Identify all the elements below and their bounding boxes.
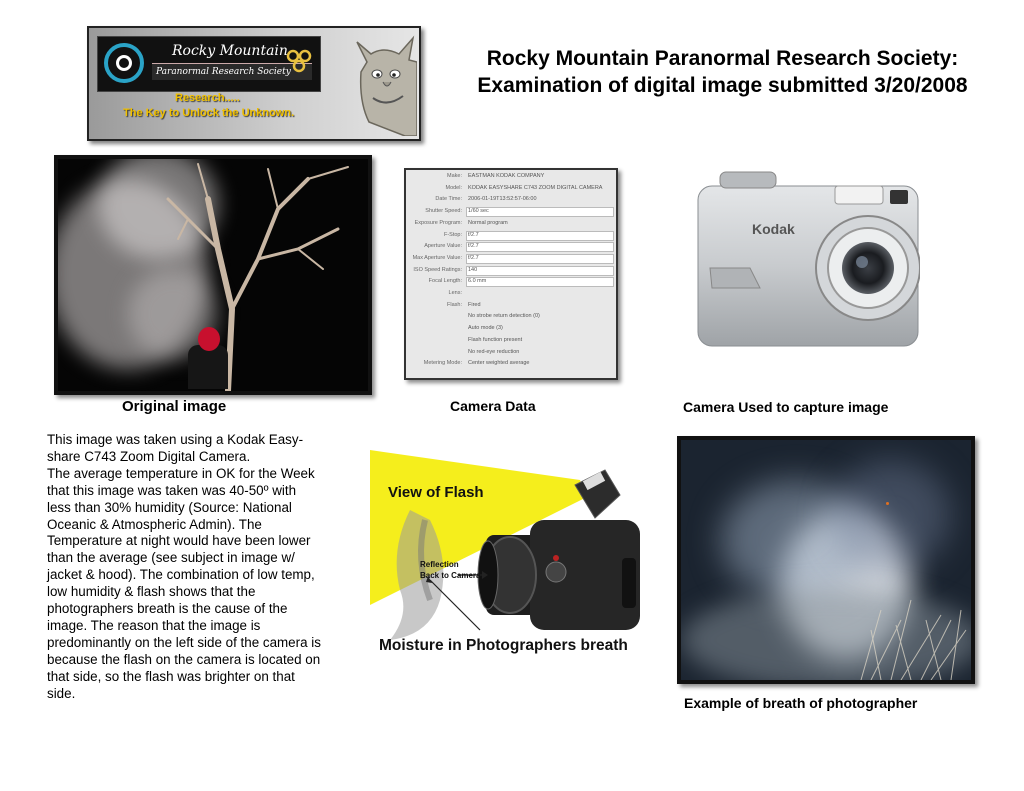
logo-tagline1: Research..... [175,92,240,104]
camera-data-row [406,185,612,196]
camera-data-row [406,360,612,371]
caption-camera-used: Camera Used to capture image [683,399,889,415]
camera-data-value: 2006-01-19T13:52:57-06:00 [468,196,537,203]
camera-data-value: Center weighted average [468,360,530,367]
caption-original-image: Original image [122,398,227,415]
camera-data-field-box [466,277,614,287]
camera-data-row [406,302,612,313]
camera-data-label: Flash: [447,301,462,308]
camera-data-row [406,313,612,324]
description-line: The average temperature in OK for the Week [47,465,315,481]
title-line2: Examination of digital image submitted 3/20/2008 [477,74,968,97]
camera-data-value: f/2.7 [468,243,479,250]
description-line: that this image was taken was 40-50º with [47,482,297,498]
camera-data-row [406,278,612,289]
logo-panel [97,36,321,92]
camera-data-value: 6.0 mm [468,278,487,285]
logo-line2: Paranormal Research Society [156,67,291,77]
society-logo-banner [87,26,421,141]
description-line: This image was taken using a Kodak Easy- [47,432,304,447]
camera-data-label: Shutter Speed: [425,208,462,215]
view-of-flash-label: View of Flash [388,484,484,501]
camera-data-row [406,208,612,219]
camera-data-row [406,220,612,231]
camera-data-label: ISO Speed Ratings: [413,266,462,273]
camera-data-row [406,290,612,301]
original-image [54,155,372,395]
camera-data-row [406,337,612,348]
camera-data-value: Normal program [468,219,508,226]
flash-diagram [370,440,660,665]
camera-data-panel [404,168,618,380]
subject-figure [188,345,228,389]
camera-data-value: 140 [468,266,478,273]
camera-data-label: Metering Mode: [423,360,462,367]
camera-data-value: f/2.7 [468,254,479,261]
camera-data-field-box [466,254,614,264]
grass-icon [851,590,971,680]
description-paragraph [47,432,369,703]
camera-data-field-box [466,231,614,241]
camera-data-value: f/2.7 [468,231,479,238]
camera-data-value: No red-eye reduction [468,348,520,355]
logo-emblem-icon [104,43,144,83]
camera-data-row [406,255,612,266]
gargoyle-mascot-icon [347,32,417,136]
kodak-camera-image [690,168,920,353]
camera-data-label: Max Aperture Value: [412,254,462,261]
logo-tagline2: The Key to Unlock the Unknown. [123,107,295,119]
camera-data-value: No strobe return detection (0) [468,313,540,320]
camera-data-row [406,243,612,254]
camera-data-field-box [466,266,614,276]
caption-breath-example: Example of breath of photographer [684,695,918,711]
description-line: predominantly on the left side of the camera is [47,634,321,650]
page-title [440,45,1005,99]
camera-data-label: Date Time: [435,196,462,203]
description-line: Oceanic & Atmospheric Admin). The [47,516,262,532]
camera-data-label: Lens: [448,290,462,296]
description-line: because the flash on the camera is located on [47,651,321,667]
camera-data-row [406,267,612,278]
description-line: less than 30% humidity (Source: National [47,499,292,515]
description-line: side. [47,685,76,701]
caption-camera-data: Camera Data [450,398,536,414]
camera-data-label: Make: [447,173,462,179]
camera-data-row [406,325,612,336]
camera-data-label: Focal Length: [428,278,462,285]
reflection-label-line1: Reflection [420,560,459,569]
camera-data-label: Aperture Value: [424,243,462,250]
camera-data-value: KODAK EASYSHARE C743 ZOOM DIGITAL CAMERA [468,184,603,191]
camera-data-label: Exposure Program: [414,219,462,226]
camera-brand-label: Kodak [752,221,795,237]
description-line: share C743 Zoom Digital Camera. [47,448,251,464]
camera-data-value: Auto mode (3) [468,325,503,332]
camera-data-row [406,349,612,360]
description-line: Temperature at night would have been lower [47,533,311,549]
camera-data-label: F-Stop: [443,231,462,238]
description-line: photographers breath is the cause of the [47,601,288,617]
camera-data-value: Flash function present [468,336,523,343]
camera-data-row [406,173,612,184]
moisture-label: Moisture in Photographers breath [379,637,628,654]
camera-data-row [406,196,612,207]
camera-data-row [406,232,612,243]
description-line: jacket & hood). The combination of low temp, [47,567,315,583]
description-line: than the average (see subject in image w/ [47,550,295,566]
camera-data-value: Fired [468,301,481,308]
key-icon [286,49,312,75]
camera-data-field-box [466,242,614,252]
camera-data-value: 1/60 sec [468,208,489,215]
reflection-label-line2: Back to Camera [420,571,481,580]
description-line: image. The reason that the image is [47,617,261,633]
subject-red-hood [198,327,220,351]
title-line1: Rocky Mountain Paranormal Research Society: [486,47,959,70]
description-line: that side, so the flash was brighter on that [47,668,295,684]
logo-line1: Rocky Mountain [172,43,288,59]
breath-example-image [677,436,975,684]
camera-data-label: Model: [445,184,462,191]
camera-data-value: EASTMAN KODAK COMPANY [468,173,545,179]
description-line: low humidity & flash shows that the [47,584,256,600]
